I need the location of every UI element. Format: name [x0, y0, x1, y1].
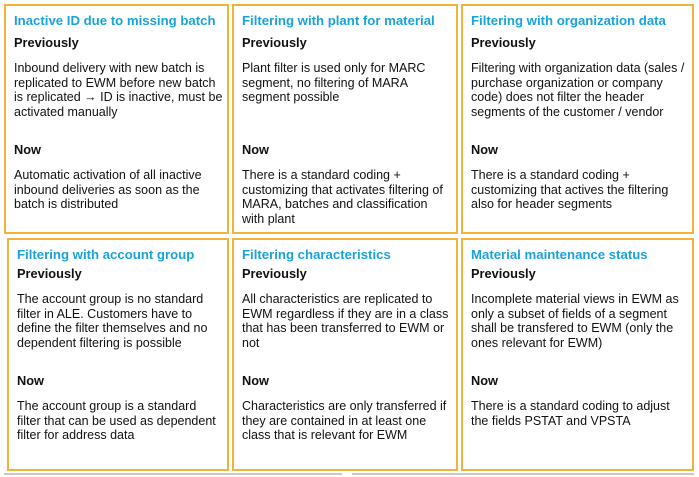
card-inactive-id	[4, 4, 229, 234]
divider	[352, 473, 694, 475]
now-text: There is a standard coding + customizing that activates filtering of MARA, batches and classification with plant	[242, 168, 443, 226]
previously-text: The account group is no standard filter in ALE. Customers have to define the filter themselves and no dependent filtering is possible	[17, 292, 208, 350]
previously-text: Filtering with organization data (sales / purchase organization or company code) does not filter the header segments of the customer / vendor	[471, 61, 685, 119]
card-title: Filtering characteristics	[242, 247, 391, 262]
card-account-group	[7, 238, 229, 471]
card-material-status	[461, 238, 694, 471]
card-title: Filtering with organization data	[471, 13, 666, 28]
previously-label: Previously	[242, 266, 307, 281]
now-label: Now	[14, 142, 42, 157]
now-text: There is a standard coding to adjust the fields PSTAT and VPSTA	[471, 399, 670, 428]
card-organization-filter	[461, 4, 694, 234]
divider	[4, 473, 342, 475]
now-label: Now	[242, 142, 270, 157]
card-title: Filtering with account group	[17, 247, 195, 262]
previously-text: Incomplete material views in EWM as only a subset of fields of a segment shall be transfered to EWM (only the ones relevant for EWM)	[471, 292, 679, 350]
previously-label: Previously	[242, 35, 307, 50]
now-label: Now	[471, 142, 499, 157]
now-label: Now	[471, 373, 499, 388]
previously-label: Previously	[17, 266, 82, 281]
now-label: Now	[242, 373, 270, 388]
previously-label: Previously	[14, 35, 79, 50]
previously-text: Inbound delivery with new batch is replicated to EWM before new batch is replicated → ID is inactive, must be activated manually	[14, 61, 223, 119]
now-text: The account group is a standard filter that can be used as dependent filter for address data	[17, 399, 216, 443]
card-title: Inactive ID due to missing batch	[14, 13, 216, 28]
previously-label: Previously	[471, 35, 536, 50]
previously-label: Previously	[471, 266, 536, 281]
card-characteristics	[232, 238, 458, 471]
now-text: Automatic activation of all inactive inbound deliveries as soon as the batch is distributed	[14, 168, 202, 212]
previously-text: All characteristics are replicated to EWM regardless if they are in a class that has been transferred to EWM or not	[242, 292, 449, 350]
now-text: There is a standard coding + customizing that actives the filtering also for header segments	[471, 168, 669, 212]
card-title: Filtering with plant for material	[242, 13, 435, 28]
card-plant-filter	[232, 4, 458, 234]
previously-text: Plant filter is used only for MARC segment, no filtering of MARA segment possible	[242, 61, 426, 105]
now-label: Now	[17, 373, 45, 388]
card-title: Material maintenance status	[471, 247, 648, 262]
now-text: Characteristics are only transferred if they are contained in at least one class that is relevant for EWM	[242, 399, 447, 443]
